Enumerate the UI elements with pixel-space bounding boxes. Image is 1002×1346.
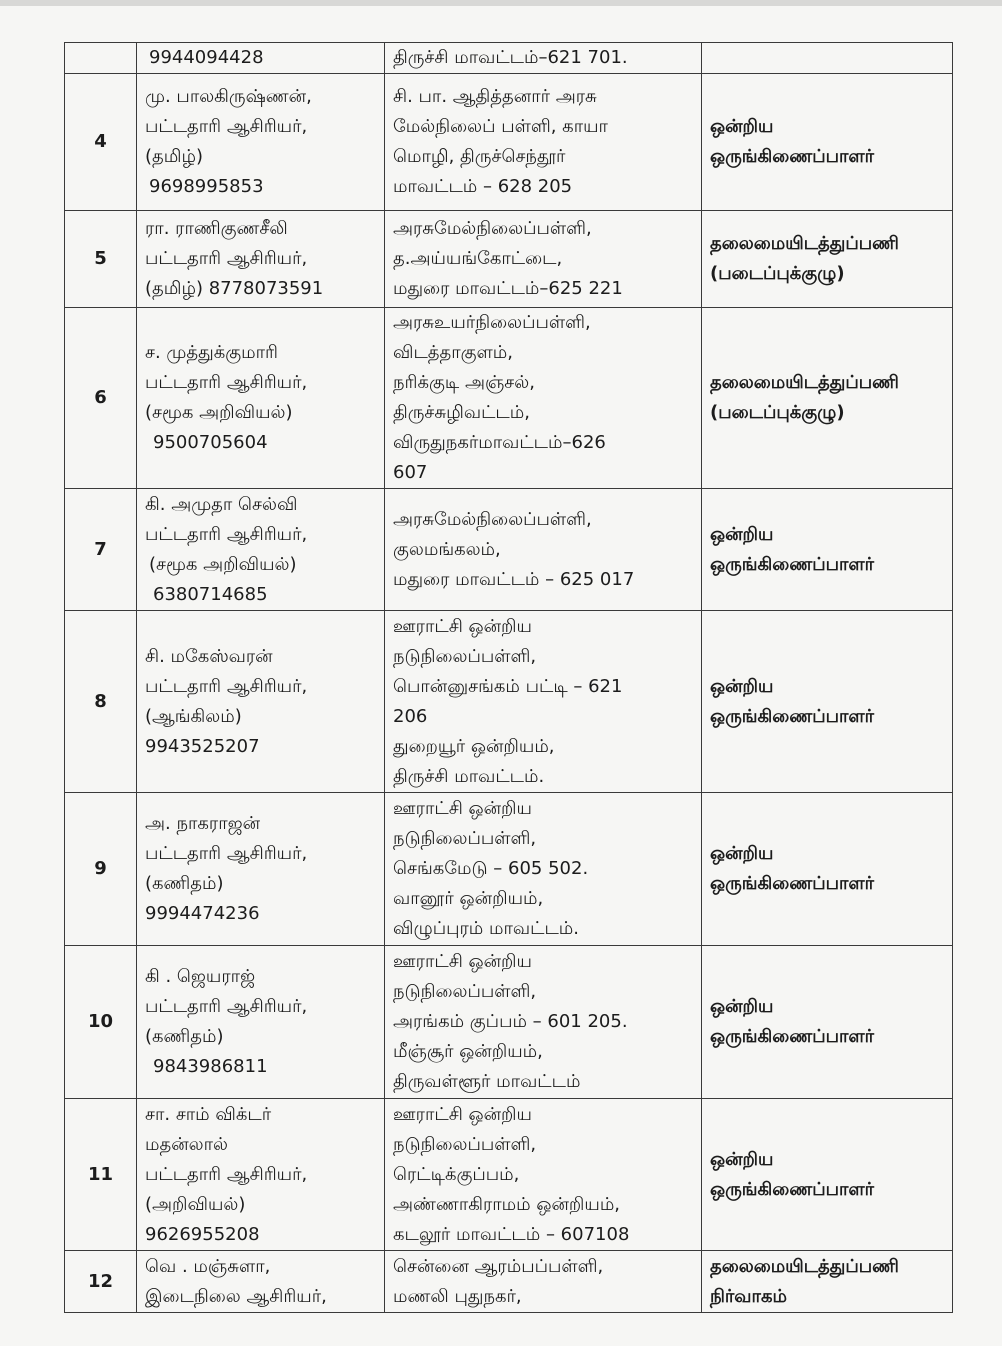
teacher-line: சி. மகேஸ்வரன் [145, 645, 273, 667]
school-line: மாவட்டம் – 628 205 [393, 176, 573, 197]
teacher-line: 9698995853 [149, 176, 264, 197]
school-cell [385, 489, 702, 611]
teacher-cell [137, 74, 385, 211]
teacher-line: (சமூக அறிவியல்) [149, 553, 297, 575]
role-line: (படைப்புக்குழு) [710, 402, 845, 423]
serial-number: 5 [65, 211, 137, 308]
school-line: பொன்னுசங்கம் பட்டி – 621 [393, 675, 623, 697]
teacher-line: பட்டதாரி ஆசிரியர், [145, 843, 308, 864]
role-line: ஒன்றிய [710, 843, 774, 864]
teacher-line: சா. சாம் விக்டர் [145, 1103, 272, 1125]
school-cell [385, 611, 702, 793]
role-line: ஒருங்கிணைப்பாளர் [710, 1178, 875, 1200]
school-line: த.அய்யங்கோட்டை, [393, 248, 563, 269]
serial-number: 9 [65, 793, 137, 946]
school-line: துறையூர் ஒன்றியம், [393, 735, 555, 757]
role-cell [702, 611, 953, 793]
serial-number: 4 [65, 74, 137, 211]
school-cell [385, 793, 702, 946]
role-line: தலைமையிடத்துப்பணி [710, 233, 899, 254]
school-line: 607 [393, 462, 428, 483]
role-line: ஒருங்கிணைப்பாளர் [710, 873, 875, 894]
school-line: செங்கமேடு – 605 502. [393, 858, 589, 879]
school-line: அரசுமேல்நிலைப்பள்ளி, [393, 218, 592, 239]
role-line: (படைப்புக்குழு) [710, 263, 845, 284]
teacher-line: பட்டதாரி ஆசிரியர், [145, 1163, 308, 1185]
role-line: ஒன்றிய [710, 675, 774, 697]
teacher-line: கி . ஜெயராஜ் [145, 966, 256, 987]
teacher-cell [137, 611, 385, 793]
teacher-line: பட்டதாரி ஆசிரியர், [145, 116, 308, 137]
school-line: ஊராட்சி ஒன்றிய [393, 951, 532, 972]
teacher-line: 6380714685 [153, 583, 268, 605]
school-cell [385, 946, 702, 1099]
teacher-line: (ஆங்கிலம்) [145, 705, 242, 727]
school-line: நரிக்குடி அஞ்சல், [393, 372, 535, 393]
teacher-line: (தமிழ்) [145, 146, 203, 167]
school-line: மேல்நிலைப் பள்ளி, காயா [393, 116, 608, 137]
school-line: மதுரை மாவட்டம் – 625 017 [393, 568, 635, 590]
school-cell [385, 308, 702, 489]
teacher-line: அ. நாகராஜன் [145, 813, 261, 834]
role-line: ஒருங்கிணைப்பாளர் [710, 146, 875, 167]
school-line: விழுப்புரம் மாவட்டம். [393, 918, 579, 939]
teacher-line: (கணிதம்) [145, 873, 224, 894]
role-cell [702, 74, 953, 211]
table-row [65, 793, 953, 946]
school-line: ஊராட்சி ஒன்றிய [393, 615, 532, 637]
table-row [65, 1251, 953, 1313]
school-line: விடத்தாகுளம், [393, 342, 513, 363]
school-cell [385, 211, 702, 308]
school-line: சி. பா. ஆதித்தனார் அரசு [393, 86, 597, 107]
role-cell [702, 43, 953, 74]
school-line: அண்ணாகிராமம் ஒன்றியம், [393, 1193, 621, 1215]
serial-number: 7 [65, 489, 137, 611]
role-cell [702, 946, 953, 1099]
role-cell [702, 793, 953, 946]
teacher-line: 9943525207 [145, 735, 260, 757]
serial-number [65, 43, 137, 74]
teacher-cell [137, 1251, 385, 1313]
teacher-line: கி. அமுதா செல்வி [145, 493, 298, 515]
school-line: மீஞ்சூர் ஒன்றியம், [393, 1041, 543, 1062]
school-line: நடுநிலைப்பள்ளி, [393, 645, 537, 667]
role-line: நிர்வாகம் [710, 1285, 787, 1307]
role-line: தலைமையிடத்துப்பணி [710, 372, 899, 393]
teacher-line: பட்டதாரி ஆசிரியர், [145, 675, 308, 697]
teacher-cell [137, 946, 385, 1099]
teacher-cell [137, 211, 385, 308]
serial-number: 6 [65, 308, 137, 489]
school-cell [385, 1251, 702, 1313]
serial-number: 11 [65, 1099, 137, 1251]
school-line: திருவள்ளூர் மாவட்டம் [393, 1071, 581, 1092]
teacher-line: பட்டதாரி ஆசிரியர், [145, 248, 308, 269]
school-line: திருச்சி மாவட்டம். [393, 765, 545, 787]
teacher-line: 9626955208 [145, 1223, 260, 1245]
role-line: ஒன்றிய [710, 1148, 774, 1170]
school-line: கடலூர் மாவட்டம் – 607108 [393, 1223, 630, 1245]
page-top-edge [0, 0, 1002, 6]
role-line: தலைமையிடத்துப்பணி [710, 1255, 899, 1277]
role-cell [702, 1251, 953, 1313]
school-line: குலமங்கலம், [393, 538, 501, 560]
table-row [65, 211, 953, 308]
table-row [65, 611, 953, 793]
school-line: வானூர் ஒன்றியம், [393, 888, 544, 909]
teacher-line: (அறிவியல்) [145, 1193, 246, 1215]
school-line: நடுநிலைப்பள்ளி, [393, 828, 537, 849]
teacher-cell [137, 43, 385, 74]
role-cell [702, 211, 953, 308]
school-line: 206 [393, 705, 428, 727]
role-cell [702, 489, 953, 611]
school-cell [385, 43, 702, 74]
role-line: ஒன்றிய [710, 996, 774, 1017]
role-cell [702, 1099, 953, 1251]
serial-number: 8 [65, 611, 137, 793]
role-cell [702, 308, 953, 489]
role-line: ஒன்றிய [710, 116, 774, 137]
teacher-line: (கணிதம்) [145, 1026, 224, 1047]
school-line: நடுநிலைப்பள்ளி, [393, 981, 537, 1002]
teacher-cell [137, 308, 385, 489]
teacher-line: (சமூக அறிவியல்) [145, 402, 293, 423]
role-line: ஒன்றிய [710, 523, 774, 545]
teacher-line: மதன்லால் [145, 1133, 228, 1155]
table-row [65, 74, 953, 211]
assignment-table [64, 42, 953, 1313]
teacher-line: மு. பாலகிருஷ்ணன், [145, 86, 312, 107]
school-line: நடுநிலைப்பள்ளி, [393, 1133, 537, 1155]
school-line: ஊராட்சி ஒன்றிய [393, 798, 532, 819]
school-line: அரங்கம் குப்பம் – 601 205. [393, 1011, 628, 1032]
teacher-line: பட்டதாரி ஆசிரியர், [145, 996, 308, 1017]
school-line: அரசுமேல்நிலைப்பள்ளி, [393, 508, 592, 530]
role-line: ஒருங்கிணைப்பாளர் [710, 1026, 875, 1047]
school-line: அரசுஉயர்நிலைப்பள்ளி, [393, 312, 591, 333]
table-row [65, 489, 953, 611]
teacher-line: 9994474236 [145, 903, 260, 924]
school-line: திருச்சி மாவட்டம்–621 701. [393, 47, 628, 68]
school-line: மொழி, திருச்செந்தூர் [393, 146, 566, 167]
school-cell [385, 1099, 702, 1251]
teacher-line: 9843986811 [153, 1056, 268, 1077]
teacher-cell [137, 793, 385, 946]
teacher-line: இடைநிலை ஆசிரியர், [145, 1285, 327, 1307]
school-line: திருச்சுழிவட்டம், [393, 402, 530, 423]
school-line: மதுரை மாவட்டம்–625 221 [393, 278, 623, 299]
role-line: ஒருங்கிணைப்பாளர் [710, 553, 875, 575]
teacher-line: வெ . மஞ்சுளா, [145, 1255, 271, 1277]
teacher-line: பட்டதாரி ஆசிரியர், [145, 372, 308, 393]
serial-number: 10 [65, 946, 137, 1099]
teacher-line: ரா. ராணிகுணசீலி [145, 218, 288, 239]
table-row [65, 1099, 953, 1251]
teacher-line: ச. முத்துக்குமாரி [145, 342, 278, 363]
teacher-cell [137, 489, 385, 611]
school-line: ஊராட்சி ஒன்றிய [393, 1103, 532, 1125]
serial-number: 12 [65, 1251, 137, 1313]
table-row [65, 43, 953, 74]
teacher-line: பட்டதாரி ஆசிரியர், [145, 523, 308, 545]
school-line: விருதுநகர்மாவட்டம்–626 [393, 432, 606, 453]
table-row [65, 308, 953, 489]
school-line: மணலி புதுநகர், [393, 1285, 522, 1307]
teacher-line: 9944094428 [149, 47, 264, 68]
teacher-cell [137, 1099, 385, 1251]
role-line: ஒருங்கிணைப்பாளர் [710, 705, 875, 727]
school-line: ரெட்டிக்குப்பம், [393, 1163, 520, 1185]
teacher-line: (தமிழ்) 8778073591 [145, 278, 324, 299]
table-row [65, 946, 953, 1099]
school-cell [385, 74, 702, 211]
school-line: சென்னை ஆரம்பப்பள்ளி, [393, 1255, 604, 1277]
teacher-line: 9500705604 [153, 432, 268, 453]
